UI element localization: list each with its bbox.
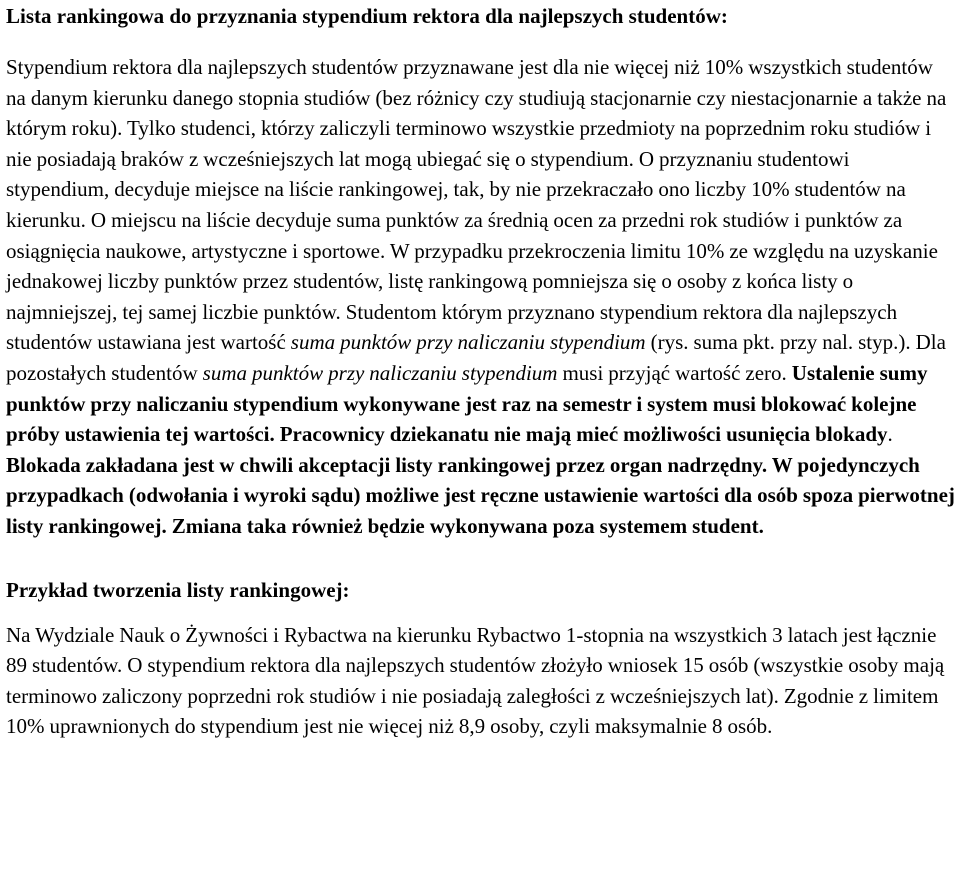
- rules-text-3: musi przyjąć wartość zero.: [557, 360, 792, 385]
- rules-paragraph: [6, 52, 956, 542]
- document-title: Lista rankingowa do przyznania stypendium rektora dla najlepszych studentów:: [6, 4, 728, 28]
- rules-text-4: .: [887, 422, 893, 447]
- example-paragraph: Na Wydziale Nauk o Żywności i Rybactwa na kierunku Rybactwo 1-stopnia na wszystkich 3 latach jest łącznie 89 studentów. O stypendium rektora dla najlepszych studentów złożyło wniosek 15 osób (wszystkie osoby mają terminowo zaliczony poprzedni rok studiów i nie posiadają zaległości z wcześniejszych lat). Zgodnie z limitem 10% uprawnionych do stypendium jest nie więcej niż 8,9 osoby, czyli maksymalnie 8 osób.: [6, 622, 945, 739]
- rules-bold-text-2: Blokada zakładana jest w chwili akceptacji listy rankingowej przez organ nadrzędny. W pojedynczych przypadkach (odwołania i wyroki sądu) możliwe jest ręczne ustawienie wartości dla osób spoza pierwotnej listy rankingowej. Zmiana taka również będzie wykonywana poza systemem student.: [6, 452, 955, 538]
- rules-text-2: (rys. suma pkt. przy nal. styp.). Dla pozostałych studentów: [6, 330, 946, 385]
- rules-text-1: Stypendium rektora dla najlepszych studentów przyznawane jest dla nie więcej niż 10% wszystkich studentów na danym kierunku danego stopnia studiów (bez różnicy czy studiują stacjonarnie czy niestacjonarnie a także na którym roku). Tylko studenci, którzy zaliczyli terminowo wszystkie przedmioty na poprzednim roku studiów i nie posiadają braków z wcześniejszych lat mogą ubiegać się o stypendium. O przyznaniu studentowi stypendium, decyduje miejsce na liście rankingowej, tak, by nie przekraczało ono liczby 10% studentów na kierunku. O miejscu na liście decyduje suma punktów za średnią ocen za przedni rok studiów i punktów za osiągnięcia naukowe, artystyczne i sportowe. W przypadku przekroczenia limitu 10% ze względu na uzyskanie jednakowej liczby punktów przez studentów, listę rankingową pomniejsza się o osoby z końca listy o najmniejszej, tej samej liczbie punktów. Studentom którym przyznano stypendium rektora dla najlepszych studentów ustawiana jest wartość: [6, 55, 947, 355]
- rules-italic-term-2: suma punktów przy naliczaniu stypendium: [202, 360, 558, 385]
- rules-italic-term-1: suma punktów przy naliczaniu stypendium: [290, 330, 646, 355]
- rules-bold-text-1: Ustalenie sumy punktów przy naliczaniu stypendium wykonywane jest raz na semestr i system musi blokować kolejne próby ustawienia tej wartości. Pracownicy dziekanatu nie mają mieć możliwości usunięcia blokady: [6, 360, 928, 447]
- example-heading: Przykład tworzenia listy rankingowej:: [6, 577, 350, 602]
- section-spacer: [6, 542, 956, 575]
